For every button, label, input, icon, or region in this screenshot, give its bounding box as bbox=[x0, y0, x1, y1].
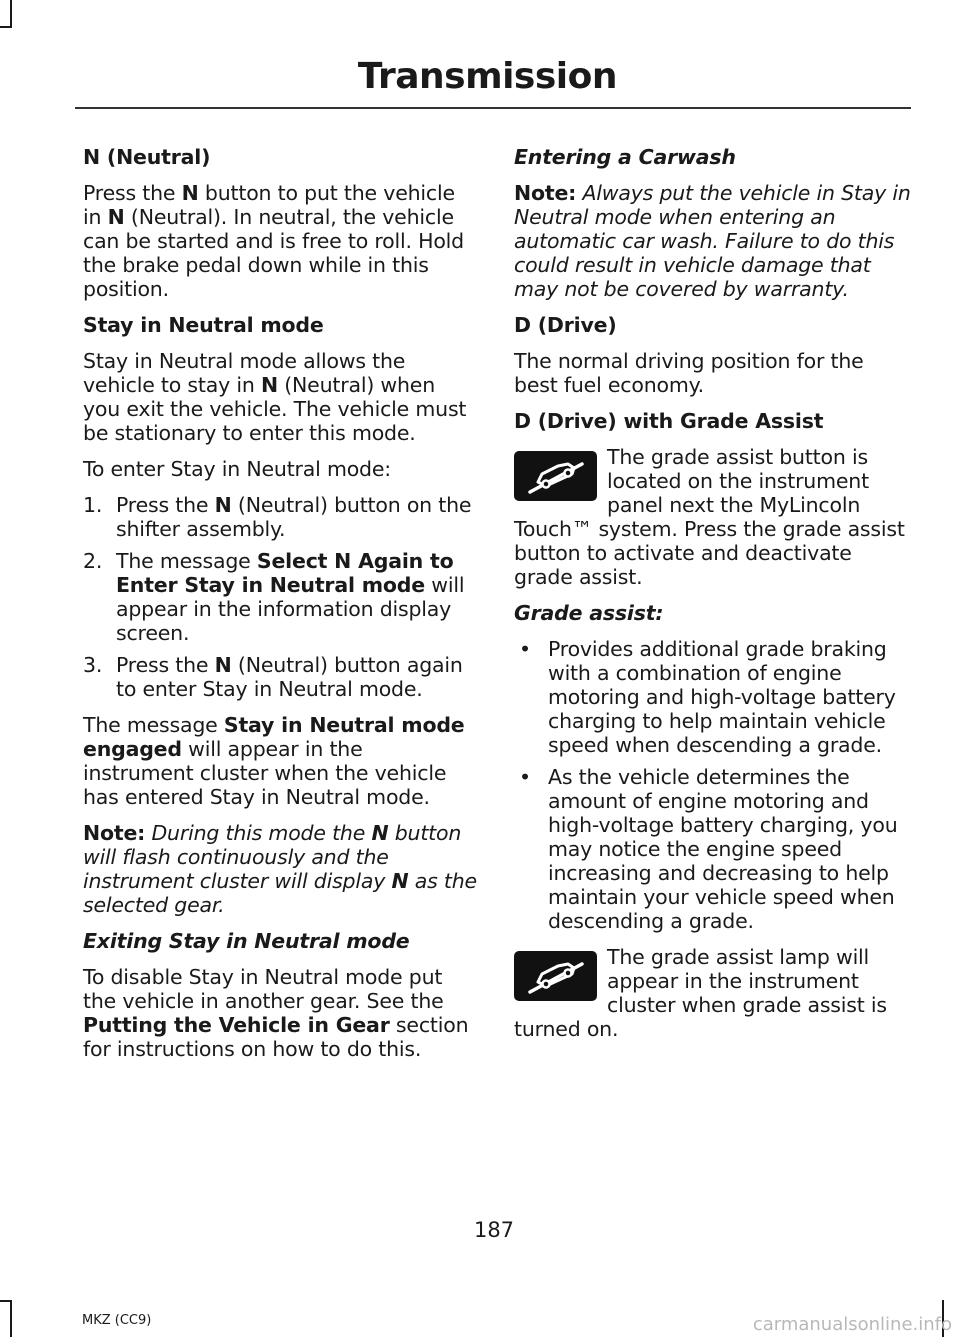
grade-assist-lamp-paragraph: The grade assist lamp will appear in the instrument cluster when grade assist is turned on. bbox=[514, 945, 887, 1041]
note-paragraph: Note: During this mode the N button will flash continuously and the instrument cluster will display N as the selected gear. bbox=[83, 821, 477, 917]
header-rule bbox=[75, 107, 911, 109]
grade-assist-paragraph: The grade assist button is located on the instrument panel next the MyLincoln Touch™ system. Press the grade assist button to activate and deactivate grade assist. bbox=[514, 445, 905, 589]
engaged-paragraph: The message Stay in Neutral mode engaged will appear in the instrument cluster when the vehicle has entered Stay in Neutral mode. bbox=[83, 713, 465, 809]
neutral-paragraph: Press the N button to put the vehicle in N (Neutral). In neutral, the vehicle can be started and is free to roll. Hold the brake pedal down while in this position. bbox=[83, 181, 464, 301]
carwash-heading: Entering a Carwash bbox=[514, 145, 736, 169]
drive-heading: D (Drive) bbox=[514, 313, 617, 337]
list-item: • Provides additional grade braking with a combination of engine motoring and high-voltage battery charging to help maintain vehicle speed when descending a grade. bbox=[519, 637, 896, 757]
list-item: 2. The message Select N Again to Enter Stay in Neutral mode will appear in the information display screen. bbox=[83, 549, 465, 645]
drive-paragraph: The normal driving position for the best fuel economy. bbox=[514, 349, 864, 397]
grade-assist-lamp-icon bbox=[514, 951, 597, 1001]
footer-model: MKZ (CC9) bbox=[82, 1313, 152, 1328]
crop-mark bbox=[0, 1300, 12, 1302]
list-item: 3. Press the N (Neutral) button again to enter Stay in Neutral mode. bbox=[83, 653, 463, 701]
exit-paragraph: To disable Stay in Neutral mode put the vehicle in another gear. See the Putting the Vehicle in Gear section for instructions on how to do this. bbox=[83, 965, 469, 1061]
stay-neutral-heading: Stay in Neutral mode bbox=[83, 313, 324, 337]
grade-assist-bullets bbox=[514, 637, 912, 933]
crop-mark bbox=[10, 0, 12, 28]
grade-assist-lamp-block bbox=[514, 945, 912, 1053]
left-column bbox=[83, 145, 478, 1073]
crop-mark bbox=[10, 1300, 12, 1337]
right-column bbox=[514, 145, 912, 1053]
list-item: 1. Press the N (Neutral) button on the shifter assembly. bbox=[83, 493, 472, 541]
grade-assist-button-block bbox=[514, 445, 912, 601]
list-item: • As the vehicle determines the amount of engine motoring and high-voltage battery charging, you may notice the engine speed increasing and decreasing to help maintain your vehicle speed when descending a grade. bbox=[519, 765, 898, 933]
grade-assist-heading: D (Drive) with Grade Assist bbox=[514, 409, 824, 433]
grade-assist-label: Grade assist: bbox=[514, 601, 664, 625]
steps-list bbox=[83, 493, 478, 701]
crop-mark bbox=[0, 26, 12, 28]
watermark: carmanualsonline.info bbox=[752, 1314, 952, 1335]
neutral-heading: N (Neutral) bbox=[83, 145, 211, 169]
page-number: 187 bbox=[473, 1218, 515, 1242]
grade-assist-icon bbox=[514, 451, 597, 501]
stay-neutral-paragraph: Stay in Neutral mode allows the vehicle to stay in N (Neutral) when you exit the vehicle. The vehicle must be stationary to enter this mode. bbox=[83, 349, 467, 445]
page-title: Transmission bbox=[357, 56, 617, 97]
carwash-note: Note: Always put the vehicle in Stay in Neutral mode when entering an automatic car wash. Failure to do this could result in vehicle damage that may not be covered by warranty. bbox=[514, 181, 911, 301]
exit-heading: Exiting Stay in Neutral mode bbox=[83, 929, 410, 953]
enter-intro: To enter Stay in Neutral mode: bbox=[83, 457, 391, 481]
